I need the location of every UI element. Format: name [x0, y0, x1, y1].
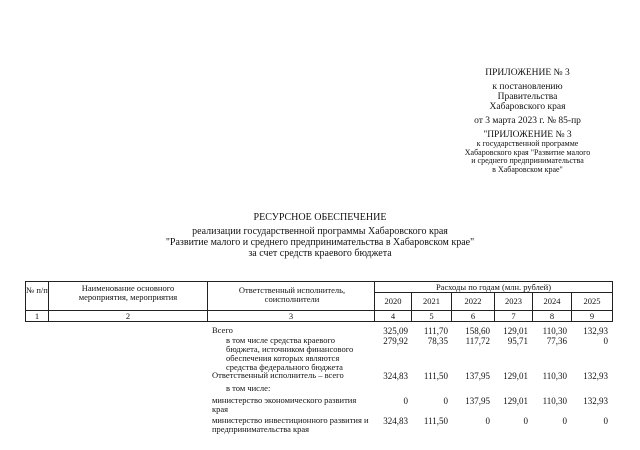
year-header: 2025 [583, 296, 601, 306]
row-value: 129,01 [503, 371, 528, 381]
table-line [612, 281, 613, 322]
row-value: 111,50 [423, 371, 448, 381]
row-label: Ответственный исполнитель – всего [212, 370, 344, 380]
row-label: министерство инвестиционного развития и предпринимательства края [212, 415, 369, 434]
heading-line: за счет средств краевого бюджета [248, 248, 392, 259]
document-heading [100, 212, 540, 259]
column-index: 6 [470, 311, 476, 321]
row-value: 325,09 [383, 326, 408, 336]
row-value: 0 [443, 396, 448, 406]
year-header: 2023 [505, 296, 522, 306]
column-index: 1 [34, 311, 40, 321]
program-appendix-title: "ПРИЛОЖЕНИЕ № 3 [483, 130, 572, 140]
row-value: 110,30 [542, 371, 567, 381]
row-value: 0 [562, 416, 567, 426]
row-value: 132,93 [583, 396, 608, 406]
header-executor: Ответственный исполнитель, соисполнители [238, 285, 346, 304]
row-value: 0 [603, 416, 608, 426]
row-value: 132,93 [583, 371, 608, 381]
row-value: 110,30 [542, 396, 567, 406]
column-index: 8 [549, 311, 555, 321]
program-appendix-line: и среднего предпринимательства [471, 156, 584, 165]
row-value: 111,70 [423, 326, 448, 336]
column-index: 9 [589, 311, 595, 321]
row-value: 95,71 [507, 336, 528, 346]
table-line [25, 321, 613, 322]
row-value: 137,95 [465, 371, 490, 381]
heading-line: "Развитие малого и среднего предпринимательства в Хабаровском крае" [165, 237, 475, 248]
column-index: 7 [511, 311, 516, 321]
row-value: 0 [403, 396, 408, 406]
column-index: 3 [288, 311, 294, 321]
year-header: 2022 [464, 296, 482, 306]
row-value: 129,01 [503, 326, 528, 336]
row-value: 111,50 [423, 416, 448, 426]
column-index: 4 [390, 311, 396, 321]
appendix-title: ПРИЛОЖЕНИЕ № 3 [485, 68, 570, 78]
row-value: 158,60 [465, 326, 490, 336]
appendix-date: от 3 марта 2023 г. № 85-пр [474, 116, 581, 126]
appendix-line: Правительства [497, 92, 558, 102]
program-appendix-block [440, 130, 615, 174]
header-name: Наименование основного мероприятия, мероприятия [78, 283, 178, 302]
row-value: 279,92 [383, 336, 408, 346]
row-value: 0 [523, 416, 528, 426]
row-value: 129,01 [503, 396, 528, 406]
program-appendix-line: к государственной программе [476, 139, 579, 148]
row-value: 110,30 [542, 326, 567, 336]
appendix-line: к постановлению [492, 82, 563, 92]
row-value: 0 [603, 336, 608, 346]
header-num: № п/п [26, 285, 48, 295]
appendix-line: Хабаровского края [489, 102, 566, 112]
year-header: 2020 [384, 296, 402, 306]
row-value: 132,93 [583, 326, 608, 336]
row-value: 137,95 [465, 396, 490, 406]
row-value: 324,83 [383, 371, 408, 381]
row-value: 77,36 [546, 336, 567, 346]
table-line [25, 310, 613, 311]
column-index: 2 [125, 311, 131, 321]
heading-line: реализации государственной программы Хабаровского края [192, 226, 448, 237]
header-expenses: Расходы по годам (млн. рублей) [435, 282, 552, 292]
row-value: 117,72 [465, 336, 490, 346]
row-label: в том числе средства краевого бюджета, источником финансового обеспечения которых являются средства федерального бюджета [226, 335, 354, 372]
program-appendix-line: в Хабаровском крае" [492, 164, 563, 174]
row-value: 324,83 [383, 416, 408, 426]
year-header: 2024 [543, 296, 561, 306]
heading-title: РЕСУРСНОЕ ОБЕСПЕЧЕНИЕ [253, 212, 387, 223]
row-label: министерство экономического развития края [212, 395, 357, 414]
appendix-block [440, 68, 615, 126]
year-header: 2021 [423, 296, 440, 306]
row-label: в том числе: [226, 383, 271, 393]
program-appendix-line: Хабаровского края "Развитие малого [464, 147, 591, 157]
row-value: 78,35 [427, 336, 448, 346]
column-index: 5 [429, 311, 434, 321]
row-label: Всего [212, 325, 233, 335]
row-value: 0 [485, 416, 490, 426]
